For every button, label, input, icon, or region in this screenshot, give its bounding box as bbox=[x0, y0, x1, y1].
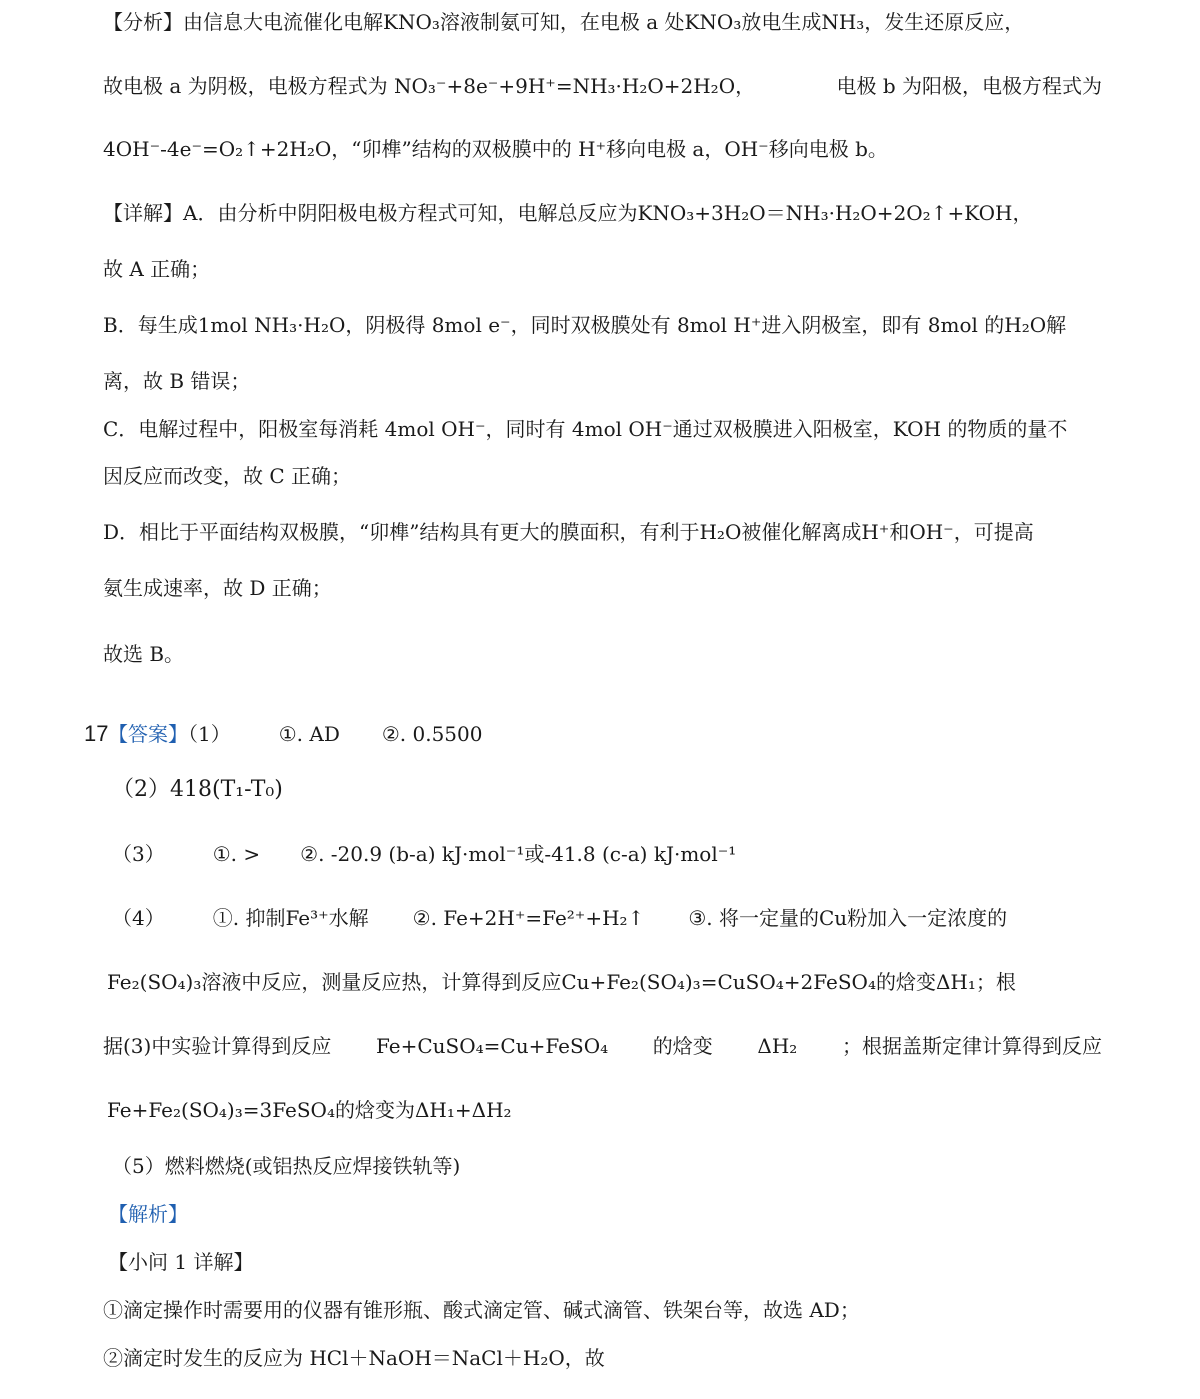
question-number: 17 bbox=[84, 721, 109, 746]
part-4-line-3-seg-1: 据(3)中实验计算得到反应 bbox=[103, 1034, 332, 1058]
part-3-label: （3） bbox=[112, 842, 165, 866]
analysis-line-2 bbox=[103, 70, 1102, 102]
part-4-line-3-seg-5: ；根据盖斯定律计算得到反应 bbox=[841, 1034, 1102, 1058]
analysis-line-3: 4OH⁻-4e⁻=O₂↑+2H₂O，“卯榫”结构的双极膜中的 H⁺移向电极 a，OH⁻移向电极 b。 bbox=[103, 137, 888, 161]
part-1-answer-a: ①. AD bbox=[278, 722, 340, 746]
part-4-answer-c: ③. 将一定量的Cu粉加入一定浓度的 bbox=[688, 906, 1008, 930]
part-4-label: （4） bbox=[112, 906, 165, 930]
answer-part-4-line-3 bbox=[103, 1030, 1102, 1062]
sub-question-1-line-a: ①滴定操作时需要用的仪器有锥形瓶、酸式滴定管、碱式滴管、铁架台等，故选 AD； bbox=[103, 1298, 860, 1322]
answer-part-4-line-1 bbox=[112, 902, 1102, 934]
part-4-answer-a: ①. 抑制Fe³⁺水解 bbox=[212, 906, 369, 930]
detail-b-line-2: 离，故 B 错误； bbox=[103, 369, 251, 393]
part-4-line-3-seg-2: Fe+CuSO₄=Cu+FeSO₄ bbox=[376, 1034, 609, 1058]
answer-tag: 【答案】 bbox=[108, 722, 188, 746]
sub-question-1-line-b: ②滴定时发生的反应为 HCl＋NaOH＝NaCl＋H₂O，故 bbox=[103, 1346, 605, 1370]
part-4-answer-b: ②. Fe+2H⁺=Fe²⁺+H₂↑ bbox=[412, 906, 645, 930]
answer-part-2: （2）418(T₁-T₀) bbox=[112, 777, 283, 802]
detail-b-line-1: B．每生成1mol NH₃·H₂O，阴极得 8mol e⁻，同时双极膜处有 8mol H⁺进入阴极室，即有 8mol 的H₂O解 bbox=[103, 313, 1067, 337]
part-4-line-3-seg-3: 的焓变 bbox=[652, 1034, 713, 1058]
detail-a-line-2: 故 A 正确； bbox=[103, 257, 211, 281]
answer-part-5: （5）燃料燃烧(或铝热反应焊接铁轨等) bbox=[112, 1154, 461, 1178]
part-4-line-3-seg-4: ΔH₂ bbox=[757, 1034, 798, 1058]
sub-question-1-tag: 【小问 1 详解】 bbox=[108, 1250, 254, 1274]
part-1-answer-b: ②. 0.5500 bbox=[381, 722, 483, 746]
detail-d-line-2: 氨生成速率，故 D 正确； bbox=[103, 576, 332, 600]
detail-c-line-2: 因反应而改变，故 C 正确； bbox=[103, 464, 352, 488]
detail-d-line-1: D．相比于平面结构双极膜，“卯榫”结构具有更大的膜面积，有利于H₂O被催化解离成H⁺和OH⁻，可提高 bbox=[103, 520, 1034, 544]
part-1-label: （1） bbox=[188, 722, 231, 746]
explain-tag: 【解析】 bbox=[108, 1202, 188, 1226]
detail-choice: 故选 B。 bbox=[103, 642, 185, 666]
part-3-answer-a: ①. > bbox=[212, 842, 261, 866]
part-3-answer-b: ②. -20.9 (b-a) kJ·mol⁻¹或-41.8 (c-a) kJ·mol⁻¹ bbox=[300, 842, 737, 866]
analysis-line-2-left: 故电极 a 为阴极，电极方程式为 NO₃⁻+8e⁻+9H⁺=NH₃·H₂O+2H₂O， bbox=[103, 74, 756, 98]
detail-c-line-1: C．电解过程中，阳极室每消耗 4mol OH⁻，同时有 4mol OH⁻通过双极膜进入阳极室，KOH 的物质的量不 bbox=[103, 417, 1068, 441]
detail-a-line-1: 【详解】A．由分析中阴阳极电极方程式可知，电解总反应为KNO₃+3H₂O＝NH₃·H₂O+2O₂↑+KOH， bbox=[103, 201, 1033, 225]
answer-part-4-line-4: Fe+Fe₂(SO₄)₃=3FeSO₄的焓变为ΔH₁+ΔH₂ bbox=[107, 1098, 512, 1122]
answer-part-1 bbox=[108, 718, 1102, 750]
analysis-line-2-right: 电极 b 为阳极，电极方程式为 bbox=[836, 74, 1102, 98]
answer-part-4-line-2: Fe₂(SO₄)₃溶液中反应，测量反应热，计算得到反应Cu+Fe₂(SO₄)₃=CuSO₄+2FeSO₄的焓变ΔH₁；根 bbox=[107, 970, 1016, 994]
analysis-line-1: 【分析】由信息大电流催化电解KNO₃溶液制氨可知，在电极 a 处KNO₃放电生成NH₃，发生还原反应， bbox=[103, 10, 1025, 34]
answer-part-3 bbox=[112, 838, 1102, 870]
